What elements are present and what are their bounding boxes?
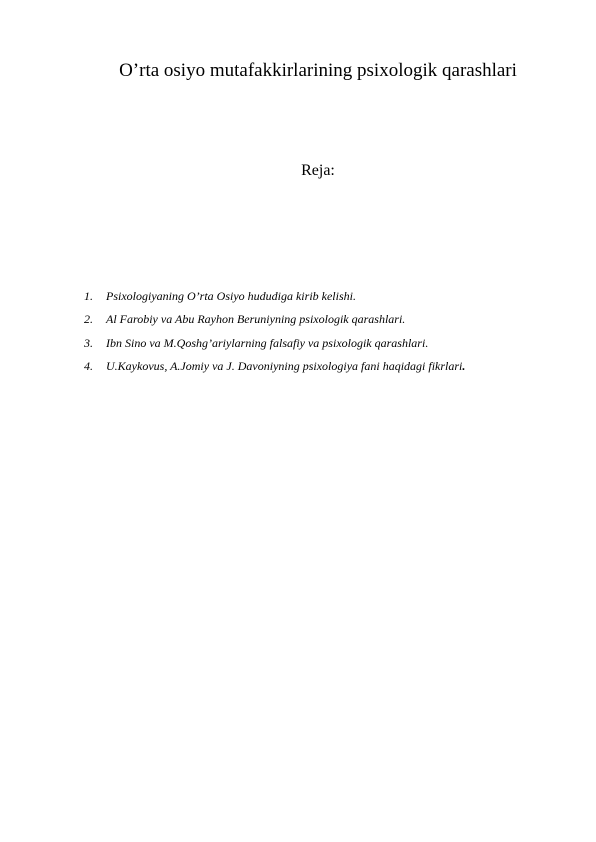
plan-item-bold-period: . — [462, 358, 466, 373]
plan-item-number: 1. — [84, 289, 93, 303]
plan-heading: Reja: — [301, 162, 335, 179]
plan-item-text — [106, 332, 428, 355]
plan-item-text — [106, 285, 356, 308]
plan-item-number: 4. — [84, 358, 93, 373]
plan-item-number: 3. — [84, 335, 93, 350]
plan-item-4 — [84, 355, 584, 378]
plan-item-2 — [84, 308, 584, 331]
plan-item-text-content: Al Farobiy va Abu Rayhon Beruniyning psixologik qarashlari. — [106, 312, 406, 327]
document-title: O’rta osiyo mutafakkirlarining psixologik qarashlari — [119, 60, 517, 81]
plan-item-text-content: Ibn Sino va M.Qoshg’ariylarning falsafiy va psixologik qarashlari. — [106, 335, 429, 350]
plan-item-text — [106, 308, 405, 331]
plan-item-text-content: Psixologiyaning O’rta Osiyo hududiga kirib kelishi. — [106, 289, 356, 303]
plan-item-text — [106, 355, 465, 378]
plan-list — [84, 285, 584, 378]
plan-item-1 — [84, 285, 584, 308]
plan-item-3 — [84, 332, 584, 355]
plan-item-text-content: U.Kaykovus, A.Jomiy va J. Davoniyning psixologiya fani haqidagi fikrlari — [106, 358, 463, 373]
plan-item-number: 2. — [84, 312, 93, 327]
